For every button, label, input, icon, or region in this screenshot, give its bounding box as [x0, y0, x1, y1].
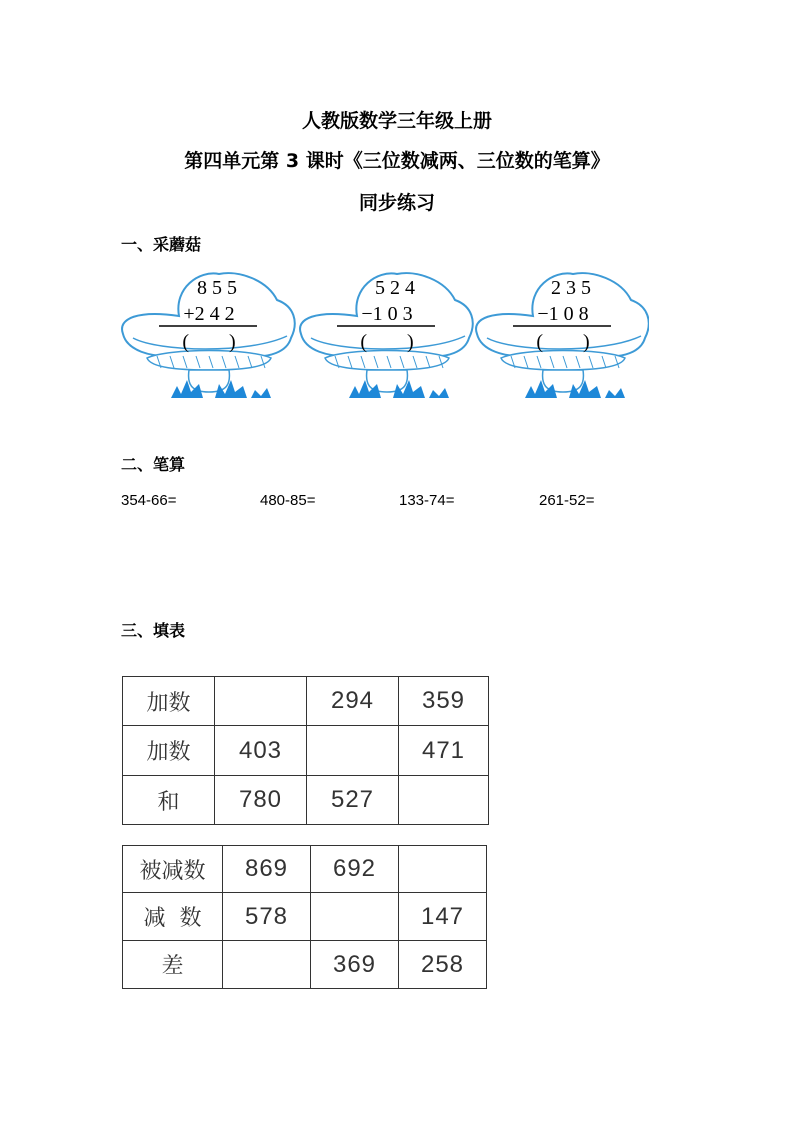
table-cell: 147 [399, 893, 487, 941]
mushroom-operand: −1 0 8 [537, 303, 589, 325]
mushroom-top-number: 2 3 5 [551, 277, 591, 299]
table-cell [311, 893, 399, 941]
row-label-addend-1: 加数 [123, 677, 215, 726]
mushroom-answer-blank: ( ) [536, 331, 590, 353]
table-cell [399, 776, 489, 825]
problem-2: 480-85= [260, 492, 316, 509]
table-cell [223, 941, 311, 989]
table-cell: 692 [311, 846, 399, 893]
table-row [123, 846, 487, 893]
mushroom-exercise-illustration [119, 266, 649, 402]
table-cell: 359 [399, 677, 489, 726]
table-cell: 258 [399, 941, 487, 989]
section-three-heading: 三、填表 [121, 621, 186, 640]
table-cell: 527 [307, 776, 399, 825]
mushroom-operand: −1 0 3 [361, 303, 413, 325]
problem-3: 133-74= [399, 492, 455, 509]
problem-4: 261-52= [539, 492, 595, 509]
mushroom-top-number: 5 2 4 [375, 277, 415, 299]
table-row [123, 941, 487, 989]
section-two-heading: 二、笔算 [121, 455, 186, 474]
table-cell: 578 [223, 893, 311, 941]
mushroom-operand: +2 4 2 [183, 303, 235, 325]
row-label-minuend: 被减数 [123, 846, 223, 893]
mushroom-gills [325, 351, 449, 371]
addition-table [122, 676, 489, 825]
row-label-difference: 差 [123, 941, 223, 989]
table-cell: 369 [311, 941, 399, 989]
section-one-heading: 一、采蘑菇 [121, 235, 202, 254]
mushroom-top-number: 8 5 5 [197, 277, 237, 299]
mushroom-1 [122, 273, 295, 398]
title-line-2: 第四单元第 3 课时《三位数减两、三位数的笔算》 [184, 150, 610, 172]
title-line-3: 同步练习 [358, 192, 435, 214]
table-cell: 780 [215, 776, 307, 825]
table-cell: 471 [399, 726, 489, 776]
table-cell: 294 [307, 677, 399, 726]
mushroom-gills [501, 351, 625, 371]
mushroom-2 [300, 273, 473, 398]
table-cell [215, 677, 307, 726]
table-row [123, 677, 489, 726]
table-row [123, 893, 487, 941]
table-row [123, 776, 489, 825]
table-cell [307, 726, 399, 776]
table-cell: 869 [223, 846, 311, 893]
table-cell [399, 846, 487, 893]
mushroom-gills [147, 351, 271, 371]
row-label-subtrahend: 减 数 [123, 893, 223, 941]
table-row [123, 726, 489, 776]
row-label-addend-2: 加数 [123, 726, 215, 776]
title-line-1: 人教版数学三年级上册 [301, 110, 492, 132]
problem-1: 354-66= [121, 492, 177, 509]
table-cell: 403 [215, 726, 307, 776]
mushroom-3 [476, 273, 649, 398]
mushroom-answer-blank: ( ) [360, 331, 414, 353]
subtraction-table [122, 845, 487, 989]
row-label-sum: 和 [123, 776, 215, 825]
mushroom-answer-blank: ( ) [182, 331, 236, 353]
